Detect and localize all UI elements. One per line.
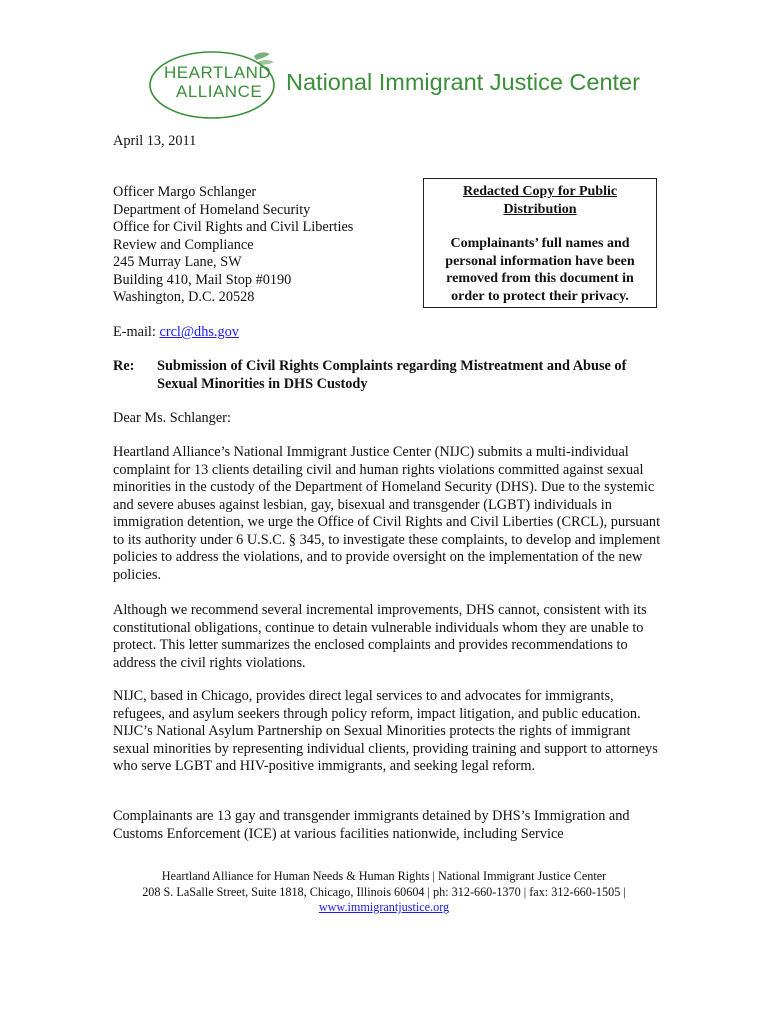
email-label: E-mail:	[113, 324, 156, 340]
address-line: Building 410, Mail Stop #0190	[113, 271, 292, 288]
re-label: Re:	[113, 358, 135, 374]
letter-date: April 13, 2011	[113, 133, 197, 149]
redaction-notice-title: Redacted Copy for Public Distribution	[462, 184, 618, 217]
address-line: Review and Compliance	[113, 236, 254, 253]
footer-organization-line: Heartland Alliance for Human Needs & Human Rights | National Immigrant Justice Center	[161, 869, 607, 883]
logo-heartland-text: HEARTLAND	[164, 63, 272, 82]
address-line: Officer Margo Schlanger	[113, 184, 257, 200]
organization-name: National Immigrant Justice Center	[286, 69, 640, 95]
email-link[interactable]: crcl@dhs.gov	[159, 324, 239, 340]
logo-alliance-text: ALLIANCE	[176, 82, 263, 101]
redaction-notice-box	[423, 178, 657, 308]
salutation: Dear Ms. Schlanger:	[113, 410, 231, 426]
subject-line: Submission of Civil Rights Complaints regarding Mistreatment and Abuse of Sexual Minorities in DHS Custody	[157, 358, 627, 392]
body-paragraph: Complainants are 13 gay and transgender immigrants detained by DHS’s Immigration and Customs Enforcement (ICE) at various facilities nationwide, including Service	[113, 808, 630, 842]
footer-address-line: 208 S. LaSalle Street, Suite 1818, Chicago, Illinois 60604 | ph: 312-660-1370 | fax: 312-660-1505 |	[142, 884, 626, 899]
body-paragraph: NIJC, based in Chicago, provides direct legal services to and advocates for immigrants, refugees, and asylum seekers through policy reform, impact litigation, and public education. NIJC’s National Asylum Partnership on Sexual Minorities protects the rights of immigrant sexual minorities by representing individual clients, providing training and support to attorneys who serve LGBT and HIV-positive immigrants, and seeking legal reform.	[113, 688, 658, 774]
address-line: 245 Murray Lane, SW	[113, 254, 242, 270]
letterhead-footer	[0, 869, 768, 916]
body-paragraph: Heartland Alliance’s National Immigrant Justice Center (NIJC) submits a multi-individual complaint for 13 clients detailing civil and human rights violations committed against sexual minorities in the custody of the Department of Homeland Security (DHS). Due to the systemic and severe abuses against lesbian, gay, bisexual and transgender (LGBT) individuals in immigration detention, we urge the Office of Civil Rights and Civil Liberties (CRCL), pursuant to its authority under 6 U.S.C. § 345, to investigate these complaints, to develop and implement policies to address the violations, and to provide oversight on the implementation of the new policies.	[113, 444, 661, 583]
redaction-notice-text: Complainants’ full names and personal information have been removed from this document in order to protect their privacy.	[445, 236, 635, 304]
body-paragraph: Although we recommend several incremental improvements, DHS cannot, consistent with its constitutional obligations, continue to detain vulnerable individuals whom they are unable to protect. This letter summarizes the enclosed complaints and provides recommendations to address the civil rights violations.	[113, 602, 647, 671]
recipient-address	[113, 184, 353, 307]
address-line: Washington, D.C. 20528	[113, 289, 255, 305]
address-line: Department of Homeland Security	[113, 201, 311, 218]
address-line: Office for Civil Rights and Civil Liberties	[113, 219, 354, 235]
footer-website-link[interactable]: www.immigrantjustice.org	[318, 900, 450, 914]
email-line	[113, 324, 239, 342]
heartland-alliance-logo	[146, 48, 640, 122]
